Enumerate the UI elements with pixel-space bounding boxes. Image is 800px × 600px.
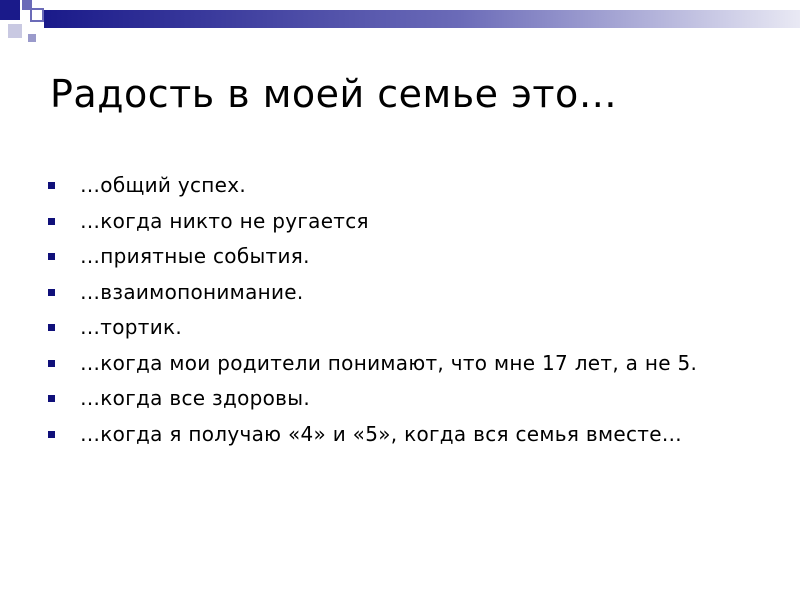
list-item [46, 421, 766, 448]
list-item-text: …когда мои родители понимают, что мне 17 лет, а не 5. [80, 350, 698, 375]
decor-square-outline [30, 8, 44, 22]
bullet-square-icon [48, 253, 55, 260]
bullet-square-icon [48, 431, 55, 438]
slide-title: Радость в моей семье это… [50, 72, 618, 116]
list-item [46, 279, 766, 306]
list-item [46, 314, 766, 341]
bullet-list [46, 172, 766, 456]
bullet-square-icon [48, 218, 55, 225]
bullet-square-icon [48, 324, 55, 331]
list-item-text: …общий успех. [80, 173, 247, 197]
decor-square-light [8, 24, 22, 38]
list-item-text: …когда все здоровы. [80, 386, 310, 410]
list-item [46, 350, 766, 377]
list-item-text: …взаимопонимание. [80, 279, 304, 304]
bullet-square-icon [48, 395, 55, 402]
list-item [46, 172, 766, 199]
list-item [46, 385, 766, 412]
bullet-square-icon [48, 182, 55, 189]
list-item [46, 243, 766, 270]
bullet-square-icon [48, 360, 55, 367]
list-item-text: …когда я получаю «4» и «5», когда вся семья вместе… [80, 421, 683, 446]
header-gradient-bar [44, 10, 800, 28]
list-item-text: …когда никто не ругается [80, 208, 369, 233]
list-item-text: …приятные события. [80, 244, 310, 268]
bullet-square-icon [48, 289, 55, 296]
decor-square-tiny [28, 34, 36, 42]
list-item [46, 208, 766, 235]
decor-square-large [0, 0, 20, 20]
list-item-text: …тортик. [80, 315, 183, 339]
